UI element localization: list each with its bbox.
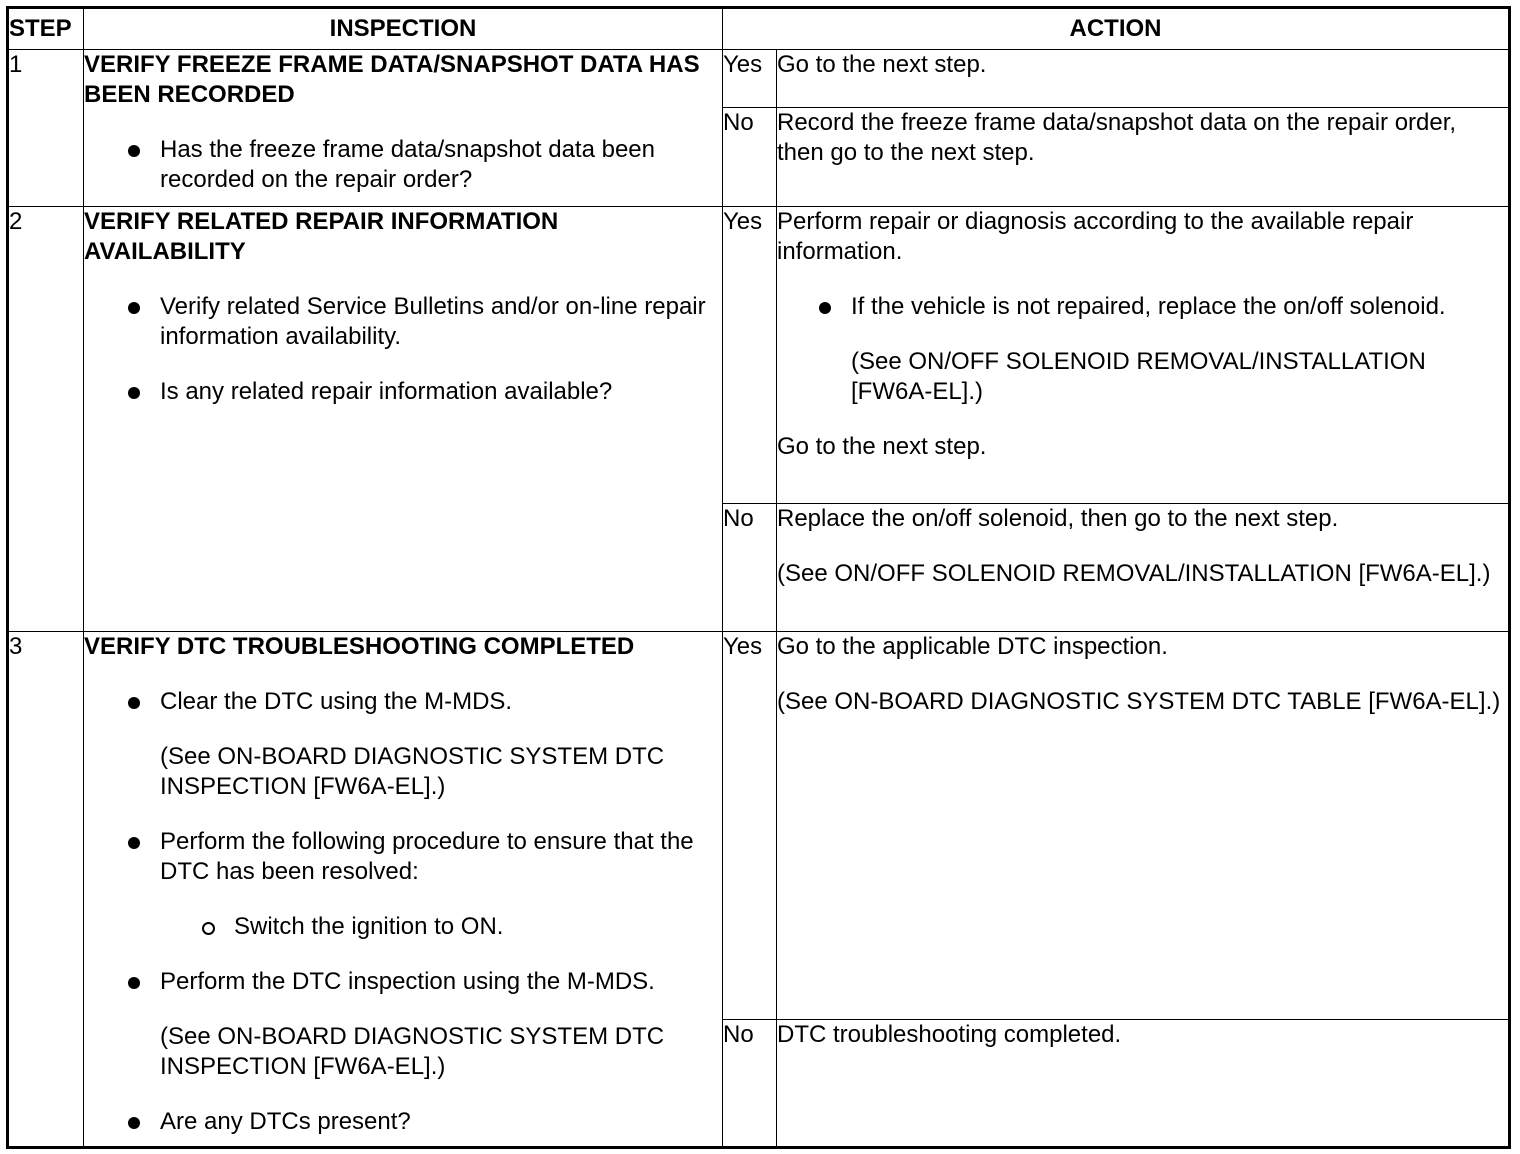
inspection-sub-bullet: Switch the ignition to ON.	[84, 912, 722, 942]
action-bullet: If the vehicle is not repaired, replace the on/off solenoid.	[777, 292, 1508, 322]
inspection-bullet: Perform the following procedure to ensure that the DTC has been resolved:	[84, 827, 722, 887]
yes-action: Go to the next step.	[777, 50, 1510, 108]
inspection-header: INSPECTION	[84, 8, 723, 50]
step-1-inspection	[84, 50, 723, 207]
inspection-bullet: Has the freeze frame data/snapshot data been recorded on the repair order?	[84, 135, 722, 195]
step-3-yes-row	[8, 632, 1510, 1020]
action-text: Go to the applicable DTC inspection.	[777, 633, 1168, 660]
step-3-inspection	[84, 632, 723, 1148]
step-number: 2	[8, 207, 84, 632]
header-row	[8, 8, 1510, 50]
yes-label: Yes	[723, 632, 777, 1020]
inspection-bullet: Are any DTCs present?	[84, 1107, 722, 1137]
yes-action	[777, 632, 1510, 1020]
no-label: No	[723, 1020, 777, 1148]
action-text: Perform repair or diagnosis according to the available repair information.	[777, 208, 1414, 265]
no-action: Record the freeze frame data/snapshot data on the repair order, then go to the next step.	[777, 108, 1510, 207]
inspection-reference: (See ON-BOARD DIAGNOSTIC SYSTEM DTC INSPECTION [FW6A-EL].)	[160, 1023, 665, 1080]
step-2-yes-row	[8, 207, 1510, 504]
inspection-bullet: Verify related Service Bulletins and/or on-line repair information availability.	[84, 292, 722, 352]
yes-action	[777, 207, 1510, 504]
inspection-bullet: Clear the DTC using the M-MDS.	[84, 687, 722, 717]
action-reference: (See ON-BOARD DIAGNOSTIC SYSTEM DTC TABLE [FW6A-EL].)	[777, 688, 1501, 715]
action-text: Replace the on/off solenoid, then go to the next step.	[777, 505, 1339, 532]
action-text: Go to the next step.	[777, 433, 987, 460]
diagnostic-procedure-table	[6, 6, 1511, 1149]
inspection-reference: (See ON-BOARD DIAGNOSTIC SYSTEM DTC INSPECTION [FW6A-EL].)	[160, 743, 665, 800]
action-header: ACTION	[723, 8, 1510, 50]
no-action	[777, 504, 1510, 632]
yes-label: Yes	[723, 50, 777, 108]
step-number: 3	[8, 632, 84, 1148]
no-label: No	[723, 504, 777, 632]
step-title: VERIFY RELATED REPAIR INFORMATION AVAILABILITY	[84, 208, 559, 265]
no-label: No	[723, 108, 777, 207]
action-reference: (See ON/OFF SOLENOID REMOVAL/INSTALLATION [FW6A-EL].)	[777, 560, 1491, 587]
step-header: STEP	[8, 8, 84, 50]
step-1-yes-row	[8, 50, 1510, 108]
no-action: DTC troubleshooting completed.	[777, 1020, 1510, 1148]
yes-label: Yes	[723, 207, 777, 504]
step-title: VERIFY DTC TROUBLESHOOTING COMPLETED	[84, 633, 635, 660]
inspection-bullet: Is any related repair information available?	[84, 377, 722, 407]
action-reference: (See ON/OFF SOLENOID REMOVAL/INSTALLATION [FW6A-EL].)	[851, 348, 1426, 405]
step-2-inspection	[84, 207, 723, 632]
step-number: 1	[8, 50, 84, 207]
step-title: VERIFY FREEZE FRAME DATA/SNAPSHOT DATA HAS BEEN RECORDED	[84, 51, 700, 108]
inspection-bullet: Perform the DTC inspection using the M-MDS.	[84, 967, 722, 997]
